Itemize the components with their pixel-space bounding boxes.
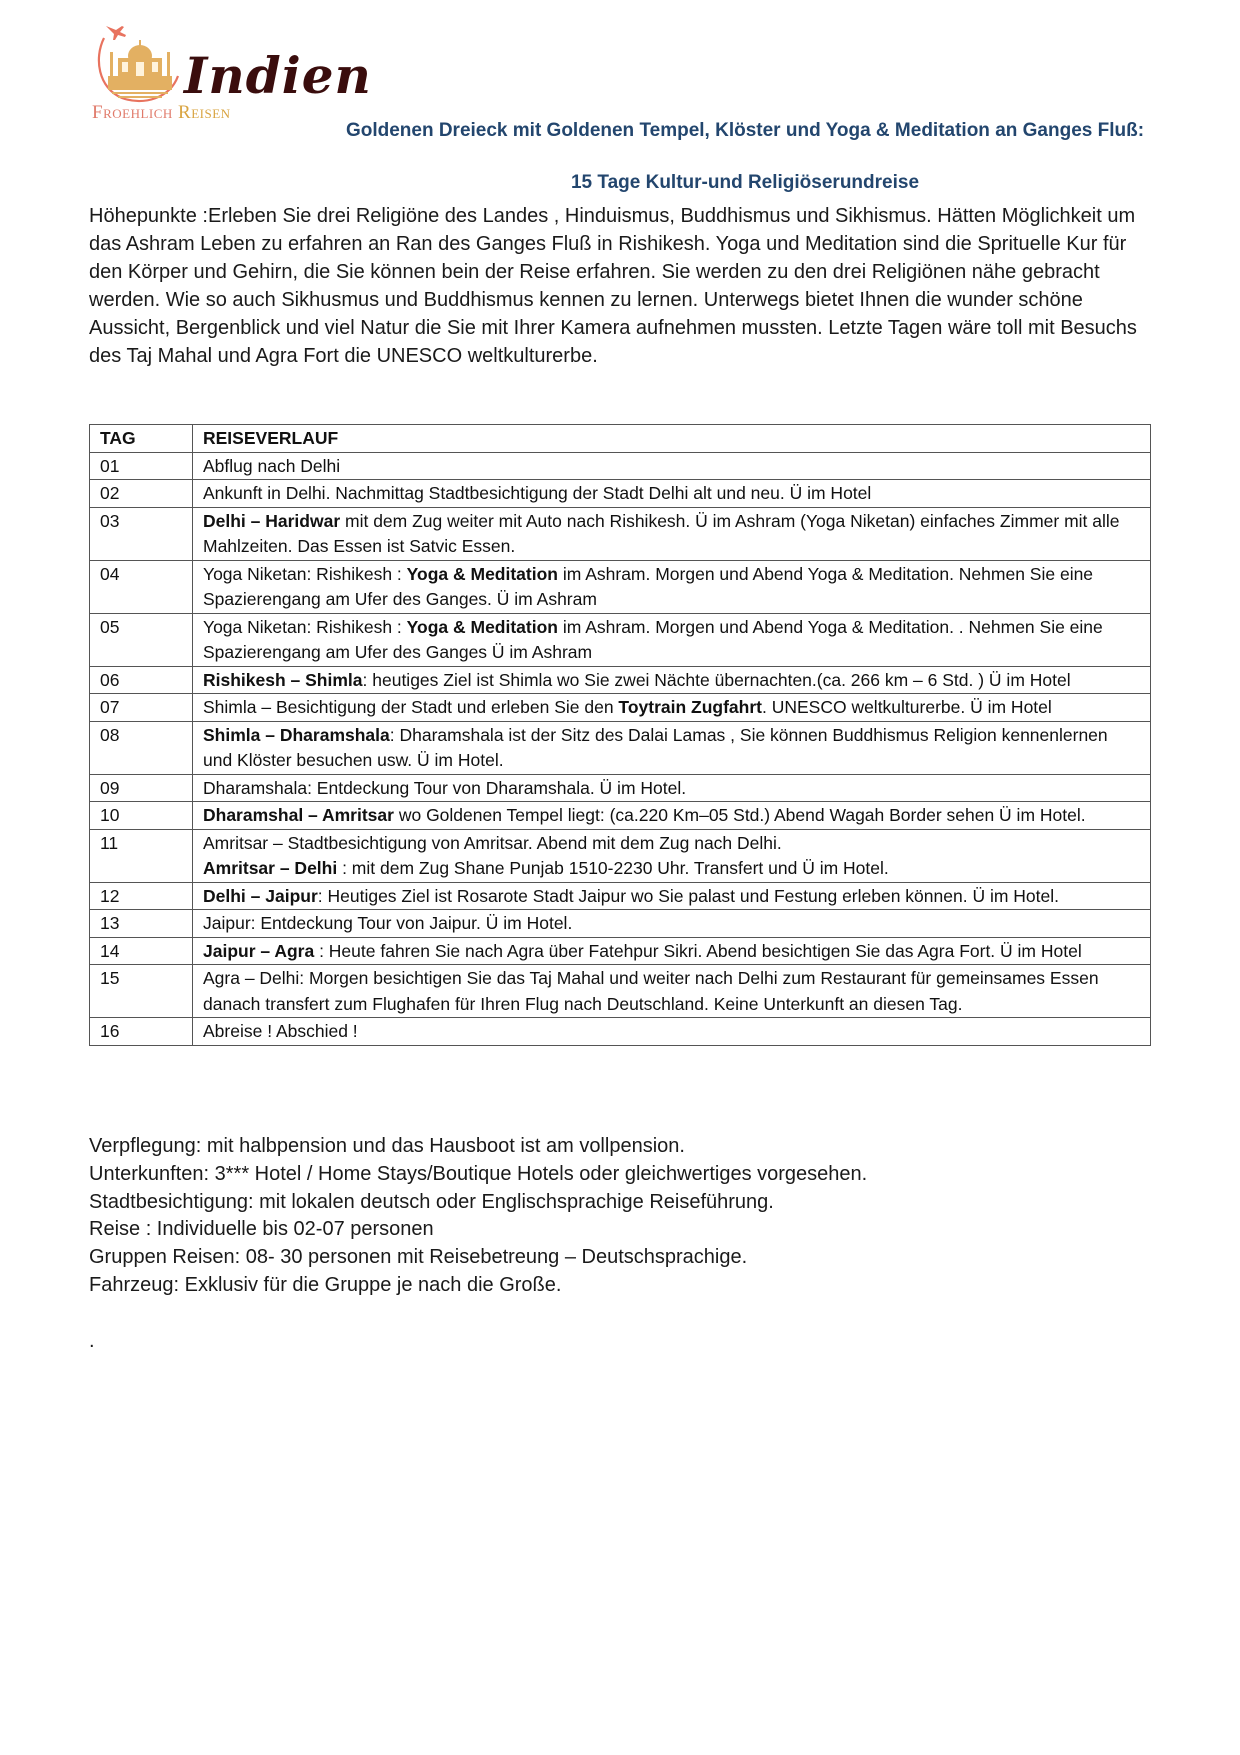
note-line: Stadtbesichtigung: mit lokalen deutsch oder Englischsprachige Reiseführung. xyxy=(89,1190,774,1213)
day-number: 01 xyxy=(90,452,193,480)
description-text: : Heute fahren Sie nach Agra über Fatehpur Sikri. Abend besichtigen Sie das Agra Fort. Ü im Hotel xyxy=(314,940,1082,961)
highlights-paragraph: Höhepunkte :Erleben Sie drei Religiöne des Landes , Hinduismus, Buddhismus und Sikhismus. Hätten Möglichkeit um das Ashram Leben zu erfahren an Ran des Ganges Fluß in Rishikesh. Yoga und Meditation sind die Sprituelle Kur für den Körper und Gehirn, die Sie können bein der Reise erfahren. Sie werden zu den drei Religiönen nähe gebracht werden. Wie so auch Sikhusmus und Buddhismus kennen zu lernen. Unterwegs bietet Ihnen die wunder schöne Aussicht, Bergenblick und viel Natur die Sie mit Ihrer Kamera aufnehmen mussten. Letzte Tagen wäre toll mit Besuchs des Taj Mahal und Agra Fort die UNESCO weltkulturerbe. xyxy=(89,205,1137,367)
day-number: 06 xyxy=(90,666,193,694)
day-description xyxy=(193,829,1151,882)
table-row xyxy=(90,910,1151,938)
route-highlight: Yoga & Meditation xyxy=(406,616,558,637)
table-row xyxy=(90,774,1151,802)
table-row xyxy=(90,829,1151,882)
logo-subtitle-part1: Froehlich xyxy=(92,102,173,123)
table-row xyxy=(90,507,1151,560)
note-line: Reise : Individuelle bis 02-07 personen xyxy=(89,1218,434,1241)
day-number: 11 xyxy=(90,829,193,882)
logo-wordmark: Indien xyxy=(184,46,372,105)
table-row xyxy=(90,937,1151,965)
column-header-tag: TAG xyxy=(90,425,193,453)
table-header-row xyxy=(90,425,1151,453)
day-number: 05 xyxy=(90,613,193,666)
day-description xyxy=(193,694,1151,722)
description-text: wo Goldenen Tempel liegt: (ca.220 Km–05 Std.) Abend Wagah Border sehen Ü im Hotel. xyxy=(393,805,1086,825)
route-highlight: Rishikesh – Shimla xyxy=(203,669,363,690)
table-row xyxy=(90,613,1151,666)
day-description xyxy=(193,802,1151,830)
day-description xyxy=(193,774,1151,802)
itinerary-table xyxy=(89,424,1151,1046)
day-number: 08 xyxy=(90,721,193,774)
travel-notes xyxy=(89,1133,1189,1355)
day-number: 10 xyxy=(90,802,193,830)
logo-subtitle xyxy=(92,102,231,124)
route-highlight: Amritsar – Delhi xyxy=(203,858,338,878)
description-text: im Ashram. Morgen und Abend Yoga & Meditation. . Nehmen Sie eine Spazierengang am Ufer des Ganges Ü im Ashram xyxy=(203,616,1103,662)
description-text: Abreise ! Abschied ! xyxy=(203,1021,358,1041)
table-row xyxy=(90,560,1151,613)
route-highlight: Delhi – Haridwar xyxy=(203,510,341,531)
table-row xyxy=(90,666,1151,694)
description-text: Ankunft in Delhi. Nachmittag Stadtbesichtigung der Stadt Delhi alt und neu. Ü im Hotel xyxy=(203,483,872,503)
note-line: Unterkunften: 3*** Hotel / Home Stays/Boutique Hotels oder gleichwertiges vorgesehen. xyxy=(89,1162,868,1185)
day-description xyxy=(193,666,1151,694)
day-description xyxy=(193,721,1151,774)
day-number: 02 xyxy=(90,480,193,508)
table-row xyxy=(90,882,1151,910)
note-line: Verpflegung: mit halbpension und das Hausboot ist am vollpension. xyxy=(89,1135,685,1157)
description-text: : heutiges Ziel ist Shimla wo Sie zwei Nächte übernachten.(ca. 266 km – 6 Std. ) Ü im Hotel xyxy=(362,669,1071,690)
note-line xyxy=(89,1300,1189,1328)
day-description xyxy=(193,937,1151,965)
description-text: Jaipur: Entdeckung Tour von Jaipur. Ü im Hotel. xyxy=(203,913,573,933)
day-description xyxy=(193,965,1151,1018)
day-description xyxy=(193,910,1151,938)
note-line: . xyxy=(89,1329,95,1352)
description-text: : mit dem Zug Shane Punjab 1510-2230 Uhr. Transfert und Ü im Hotel. xyxy=(337,858,889,878)
day-number: 03 xyxy=(90,507,193,560)
table-row xyxy=(90,802,1151,830)
route-highlight: Delhi – Jaipur xyxy=(203,885,318,906)
day-description xyxy=(193,507,1151,560)
company-logo xyxy=(92,18,372,128)
route-highlight: Toytrain Zugfahrt xyxy=(618,697,762,717)
description-text: : Heutiges Ziel ist Rosarote Stadt Jaipur wo Sie palast und Festung erleben können. Ü im Hotel. xyxy=(317,885,1059,906)
day-description xyxy=(193,480,1151,508)
description-text: Dharamshala: Entdeckung Tour von Dharamshala. Ü im Hotel. xyxy=(203,777,687,798)
route-highlight: Yoga & Meditation xyxy=(406,563,558,584)
description-text: mit dem Zug weiter mit Auto nach Rishikesh. Ü im Ashram (Yoga Niketan) einfaches Zimmer mit alle Mahlzeiten. Das Essen ist Satvic Essen. xyxy=(203,510,1120,556)
route-highlight: Shimla – Dharamshala xyxy=(203,724,390,745)
day-description xyxy=(193,1018,1151,1046)
note-line: Fahrzeug: Exklusiv für die Gruppe je nach die Große. xyxy=(89,1273,562,1296)
day-number: 12 xyxy=(90,882,193,910)
description-text: Shimla – Besichtigung der Stadt und erleben Sie den xyxy=(203,697,619,717)
day-number: 14 xyxy=(90,937,193,965)
document-title: Goldenen Dreieck mit Goldenen Tempel, Klöster und Yoga & Meditation an Ganges Fluß: xyxy=(345,120,1145,141)
route-highlight: Dharamshal – Amritsar xyxy=(203,805,394,825)
description-text: im Ashram. Morgen und Abend Yoga & Meditation. Nehmen Sie eine Spazierengang am Ufer des Ganges. Ü im Ashram xyxy=(203,563,1094,609)
day-description xyxy=(193,613,1151,666)
table-row xyxy=(90,694,1151,722)
document-subtitle: 15 Tage Kultur-und Religiöserundreise xyxy=(570,172,920,193)
note-line: Gruppen Reisen: 08- 30 personen mit Reisebetreung – Deutschsprachige. xyxy=(89,1246,748,1269)
day-number: 16 xyxy=(90,1018,193,1046)
description-text: Yoga Niketan: Rishikesh : xyxy=(203,563,407,584)
logo-subtitle-part2: Reisen xyxy=(178,102,231,123)
itinerary-table-body xyxy=(90,452,1151,1045)
day-number: 07 xyxy=(90,694,193,722)
description-text: : Dharamshala ist der Sitz des Dalai Lamas , Sie können Buddhismus Religion kennenlernen und Klöster besuchen usw. Ü im Hotel. xyxy=(203,724,1108,770)
day-description xyxy=(193,452,1151,480)
description-text: Abflug nach Delhi xyxy=(203,455,341,476)
description-text: Yoga Niketan: Rishikesh : xyxy=(203,616,407,637)
description-text: Agra – Delhi: Morgen besichtigen Sie das Taj Mahal und weiter nach Delhi zum Restaurant für gemeinsames Essen danach transfert zum Flughafen für Ihren Flug nach Deutschland. Keine Unterkunft an diesen Tag. xyxy=(203,968,1099,1014)
day-number: 04 xyxy=(90,560,193,613)
table-row xyxy=(90,965,1151,1018)
description-text: Amritsar – Stadtbesichtigung von Amritsar. Abend mit dem Zug nach Delhi. xyxy=(203,832,782,853)
route-highlight: Jaipur – Agra xyxy=(203,940,315,961)
table-row xyxy=(90,452,1151,480)
day-number: 13 xyxy=(90,910,193,938)
day-number: 09 xyxy=(90,774,193,802)
description-text: . UNESCO weltkulturerbe. Ü im Hotel xyxy=(761,697,1052,717)
table-row xyxy=(90,1018,1151,1046)
taj-mahal-logo-icon xyxy=(92,18,192,108)
column-header-itinerary: REISEVERLAUF xyxy=(193,425,1151,453)
day-description xyxy=(193,560,1151,613)
table-row xyxy=(90,480,1151,508)
day-number: 15 xyxy=(90,965,193,1018)
table-row xyxy=(90,721,1151,774)
day-description xyxy=(193,882,1151,910)
